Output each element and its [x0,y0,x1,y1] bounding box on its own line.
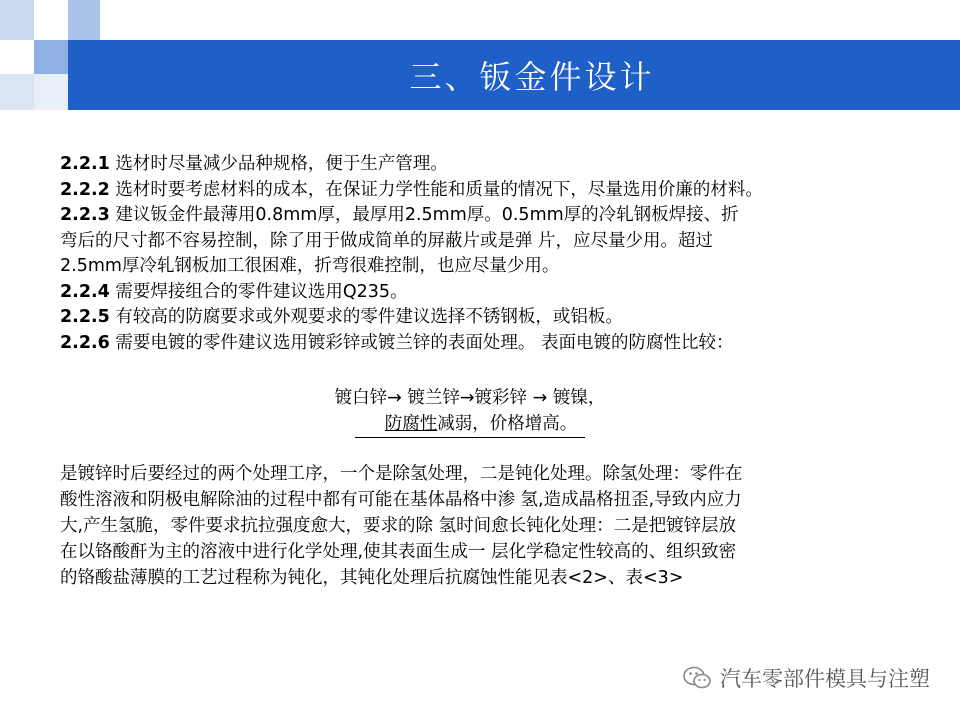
list-item [60,178,910,204]
wechat-icon [682,665,712,691]
comparison-note-b: 减弱，价格增高。 [437,414,578,434]
paragraph-line: 大,产生氢脆，零件要求抗拉强度愈大，要求的除 氢时间愈长钝化处理：二是把镀锌层放 [60,516,737,536]
item-number: 2.2.5 [60,307,110,327]
list-item [60,305,910,331]
item-text: 弯后的尺寸都不容易控制，除了用于做成简单的屏蔽片或是弹 片，应尽量少用。超过 [60,230,714,251]
item-text: 需要电镀的零件建议选用镀彩锌或镀兰锌的表面处理。 表面电镀的防腐性比较： [109,332,734,353]
item-number: 2.2.1 [60,154,110,174]
list-item-continued [60,229,910,255]
watermark-text: 汽车零部件模具与注塑 [720,667,930,691]
numbered-list [60,152,910,356]
item-number: 2.2.3 [60,205,110,225]
item-text: 需要焊接组合的零件建议选用Q235。 [109,281,408,302]
comparison-sequence: 镀白锌→ 镀兰锌→镀彩锌 → 镀镍， [334,388,606,408]
item-text: 2.5mm厚冷轧钢板加工很困难，折弯很难控制，也应尽量少用。 [60,256,560,276]
decor-square [34,74,68,110]
paragraph-line: 在以铬酸酐为主的溶液中进行化学处理,使其表面生成一 层化学稳定性较高的、组织致密 [60,542,737,562]
paragraph-line: 是镀锌时后要经过的两个处理工序，一个是除氢处理，二是钝化处理。除氢处理：零件在 [60,464,743,484]
item-number: 2.2.6 [60,332,110,353]
list-item [60,331,910,357]
decor-square [34,40,68,74]
paragraph-line: 酸性溶液和阴极电解除油的过程中都有可能在基体晶格中渗 氢,造成晶格扭歪,导致内应力 [60,490,742,510]
item-text: 选材时尽量减少品种规格，便于生产管理。 [109,154,448,174]
item-number: 2.2.4 [60,281,110,302]
decor-square [68,0,100,40]
paragraph-line: 的铬酸盐薄膜的工艺过程称为钝化，其钝化处理后抗腐蚀性能见表<2>、表<3> [60,568,684,588]
item-number: 2.2.2 [60,179,110,200]
treatment-paragraph [60,461,920,591]
list-item [60,152,910,178]
decor-square [0,74,34,110]
decor-square [0,0,34,40]
list-item-continued [60,254,910,280]
watermark [682,664,930,692]
list-item [60,280,910,306]
comparison-note-a: 防腐性 [384,414,438,434]
item-text: 建议钣金件最薄用0.8mm厚，最厚用2.5mm厚。0.5mm厚的冷轧钢板焊接、折 [109,205,739,225]
slide-title: 三、钣金件设计 [409,58,655,96]
list-item [60,203,910,229]
item-text: 选材时要考虑材料的成本，在保证力学性能和质量的情况下，尽量选用价廉的材料。 [109,179,763,200]
comparison-note [355,411,586,438]
plating-comparison [300,385,640,438]
item-text: 有较高的防腐要求或外观要求的零件建议选择不锈钢板，或铝板。 [109,307,623,327]
